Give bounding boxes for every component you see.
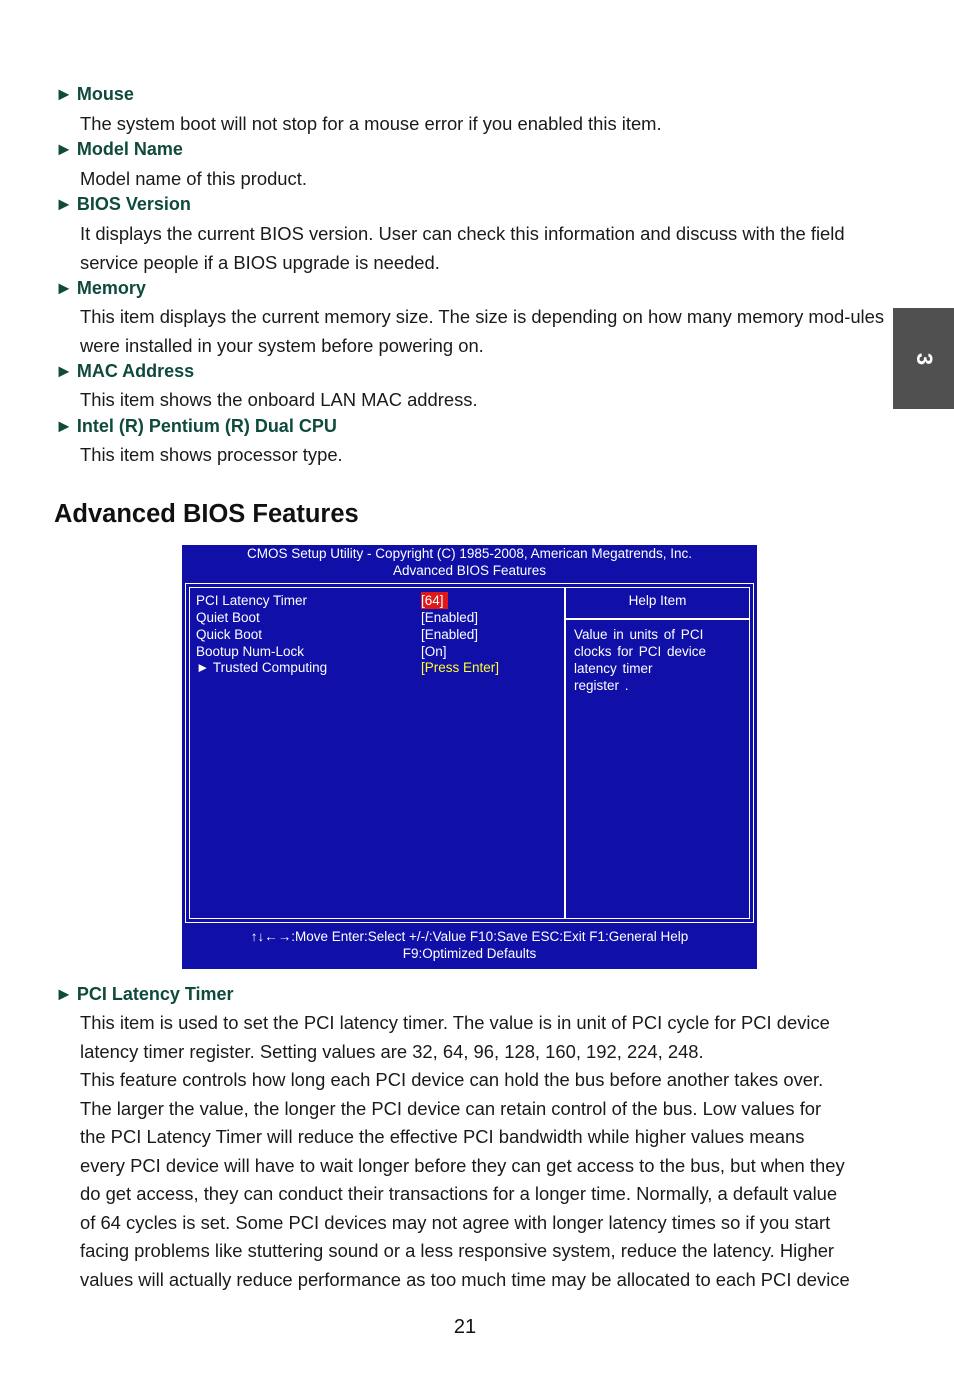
help-line: clocks for PCI device <box>574 644 707 659</box>
pci-text-line: This item is used to set the PCI latency timer. The value is in unit of PCI cycle for PCI device <box>80 1012 830 1033</box>
arrow-icon: ► <box>55 984 73 1004</box>
pci-text-line: This feature controls how long each PCI device can hold the bus before another takes over. <box>80 1069 824 1090</box>
pci-text-line: latency timer register. Setting values are 32, 64, 96, 128, 160, 192, 224, 248. <box>80 1040 704 1062</box>
pci-text-line: every PCI device will have to wait longer before they can get access to the bus, but when they <box>80 1154 845 1176</box>
bios-value-pci-latency[interactable]: [64] <box>421 592 448 609</box>
bios-value-trusted-computing[interactable]: [Press Enter] <box>421 660 500 675</box>
bios-item-num-lock[interactable]: Bootup Num-Lock <box>196 644 305 659</box>
bios-value-quiet-boot[interactable]: [Enabled] <box>421 610 479 625</box>
bios-value-num-lock[interactable]: [On] <box>421 644 447 659</box>
pci-text-line: the PCI Latency Timer will reduce the effective PCI bandwidth while higher values means <box>80 1126 805 1147</box>
page-heading: Advanced BIOS Features <box>54 500 359 528</box>
section-text-model-name: Model name of this product. <box>80 168 307 189</box>
bios-item-trusted-computing[interactable]: ► Trusted Computing <box>196 660 328 675</box>
section-heading-memory: ► Memory <box>55 278 146 298</box>
bios-footer-defaults: F9:Optimized Defaults <box>402 945 537 961</box>
bios-screen <box>182 545 757 969</box>
pci-text-line: values will actually reduce performance as too much time may be allocated to each PCI device <box>80 1268 850 1290</box>
page-number: 21 <box>453 1316 477 1338</box>
bios-item-pci-latency[interactable]: PCI Latency Timer <box>196 593 308 608</box>
section-text-mouse: The system boot will not stop for a mouse error if you enabled this item. <box>80 113 662 134</box>
bios-inner-frame <box>189 587 750 919</box>
help-text <box>574 626 739 694</box>
pci-latency-text <box>80 1009 890 1294</box>
section-text-mac-address: This item shows the onboard LAN MAC address. <box>80 389 478 410</box>
bios-header <box>182 545 757 579</box>
pci-text-line: of 64 cycles is set. Some PCI devices may not agree with longer latency times so if you start <box>80 1211 831 1233</box>
bios-frame <box>185 583 754 923</box>
section-heading-mac-address: ► MAC Address <box>55 361 195 381</box>
pci-text-line: facing problems like stuttering sound or a less responsive system, reduce the latency. Higher <box>80 1240 835 1261</box>
bios-footer-keys: ↑↓←→:Move Enter:Select +/-/:Value F10:Save ESC:Exit F1:General Help <box>250 929 689 944</box>
chapter-number: 3 <box>911 352 937 365</box>
arrow-icon: ► <box>55 361 73 381</box>
help-item-title: Help Item <box>628 593 687 608</box>
arrow-icon: ► <box>55 278 73 298</box>
chapter-tab <box>893 308 954 409</box>
bios-item-quick-boot[interactable]: Quick Boot <box>196 627 263 642</box>
section-text-bios-version: It displays the current BIOS version. User can check this information and discuss with the field service people if a BIOS upgrade is needed. <box>80 223 845 273</box>
help-line: register . <box>574 678 629 693</box>
bios-item-quiet-boot[interactable]: Quiet Boot <box>196 610 260 625</box>
section-heading-model-name: ► Model Name <box>55 139 183 159</box>
section-heading-cpu: ► Intel (R) Pentium (R) Dual CPU <box>55 416 337 436</box>
section-heading-bios-version: ► BIOS Version <box>55 194 191 214</box>
help-line: Value in units of PCI <box>574 627 704 642</box>
pci-text-line: do get access, they can conduct their transactions for a longer time. Normally, a default value <box>80 1183 838 1204</box>
section-heading-pci-latency: ► PCI Latency Timer <box>55 984 234 1004</box>
help-title-divider <box>566 618 749 620</box>
help-line: latency timer <box>574 661 653 676</box>
arrow-icon: ► <box>55 416 73 436</box>
pci-text-line: The larger the value, the longer the PCI device can retain control of the bus. Low values for <box>80 1097 822 1119</box>
section-text-cpu: This item shows processor type. <box>80 444 343 465</box>
bios-value-quick-boot[interactable]: [Enabled] <box>421 627 479 642</box>
bios-divider <box>564 588 566 918</box>
arrow-icon: ► <box>55 139 73 159</box>
section-text-memory: This item displays the current memory size. The size is depending on how many memory mod-ules were installed in your system before powering on. <box>80 306 885 356</box>
bios-header-copyright: CMOS Setup Utility - Copyright (C) 1985-2008, American Megatrends, Inc. <box>247 546 692 561</box>
section-heading-mouse: ► Mouse <box>55 84 134 104</box>
arrow-icon: ► <box>55 194 73 214</box>
bios-footer <box>182 929 757 962</box>
arrow-icon: ► <box>55 84 73 104</box>
bios-header-title: Advanced BIOS Features <box>392 563 547 578</box>
